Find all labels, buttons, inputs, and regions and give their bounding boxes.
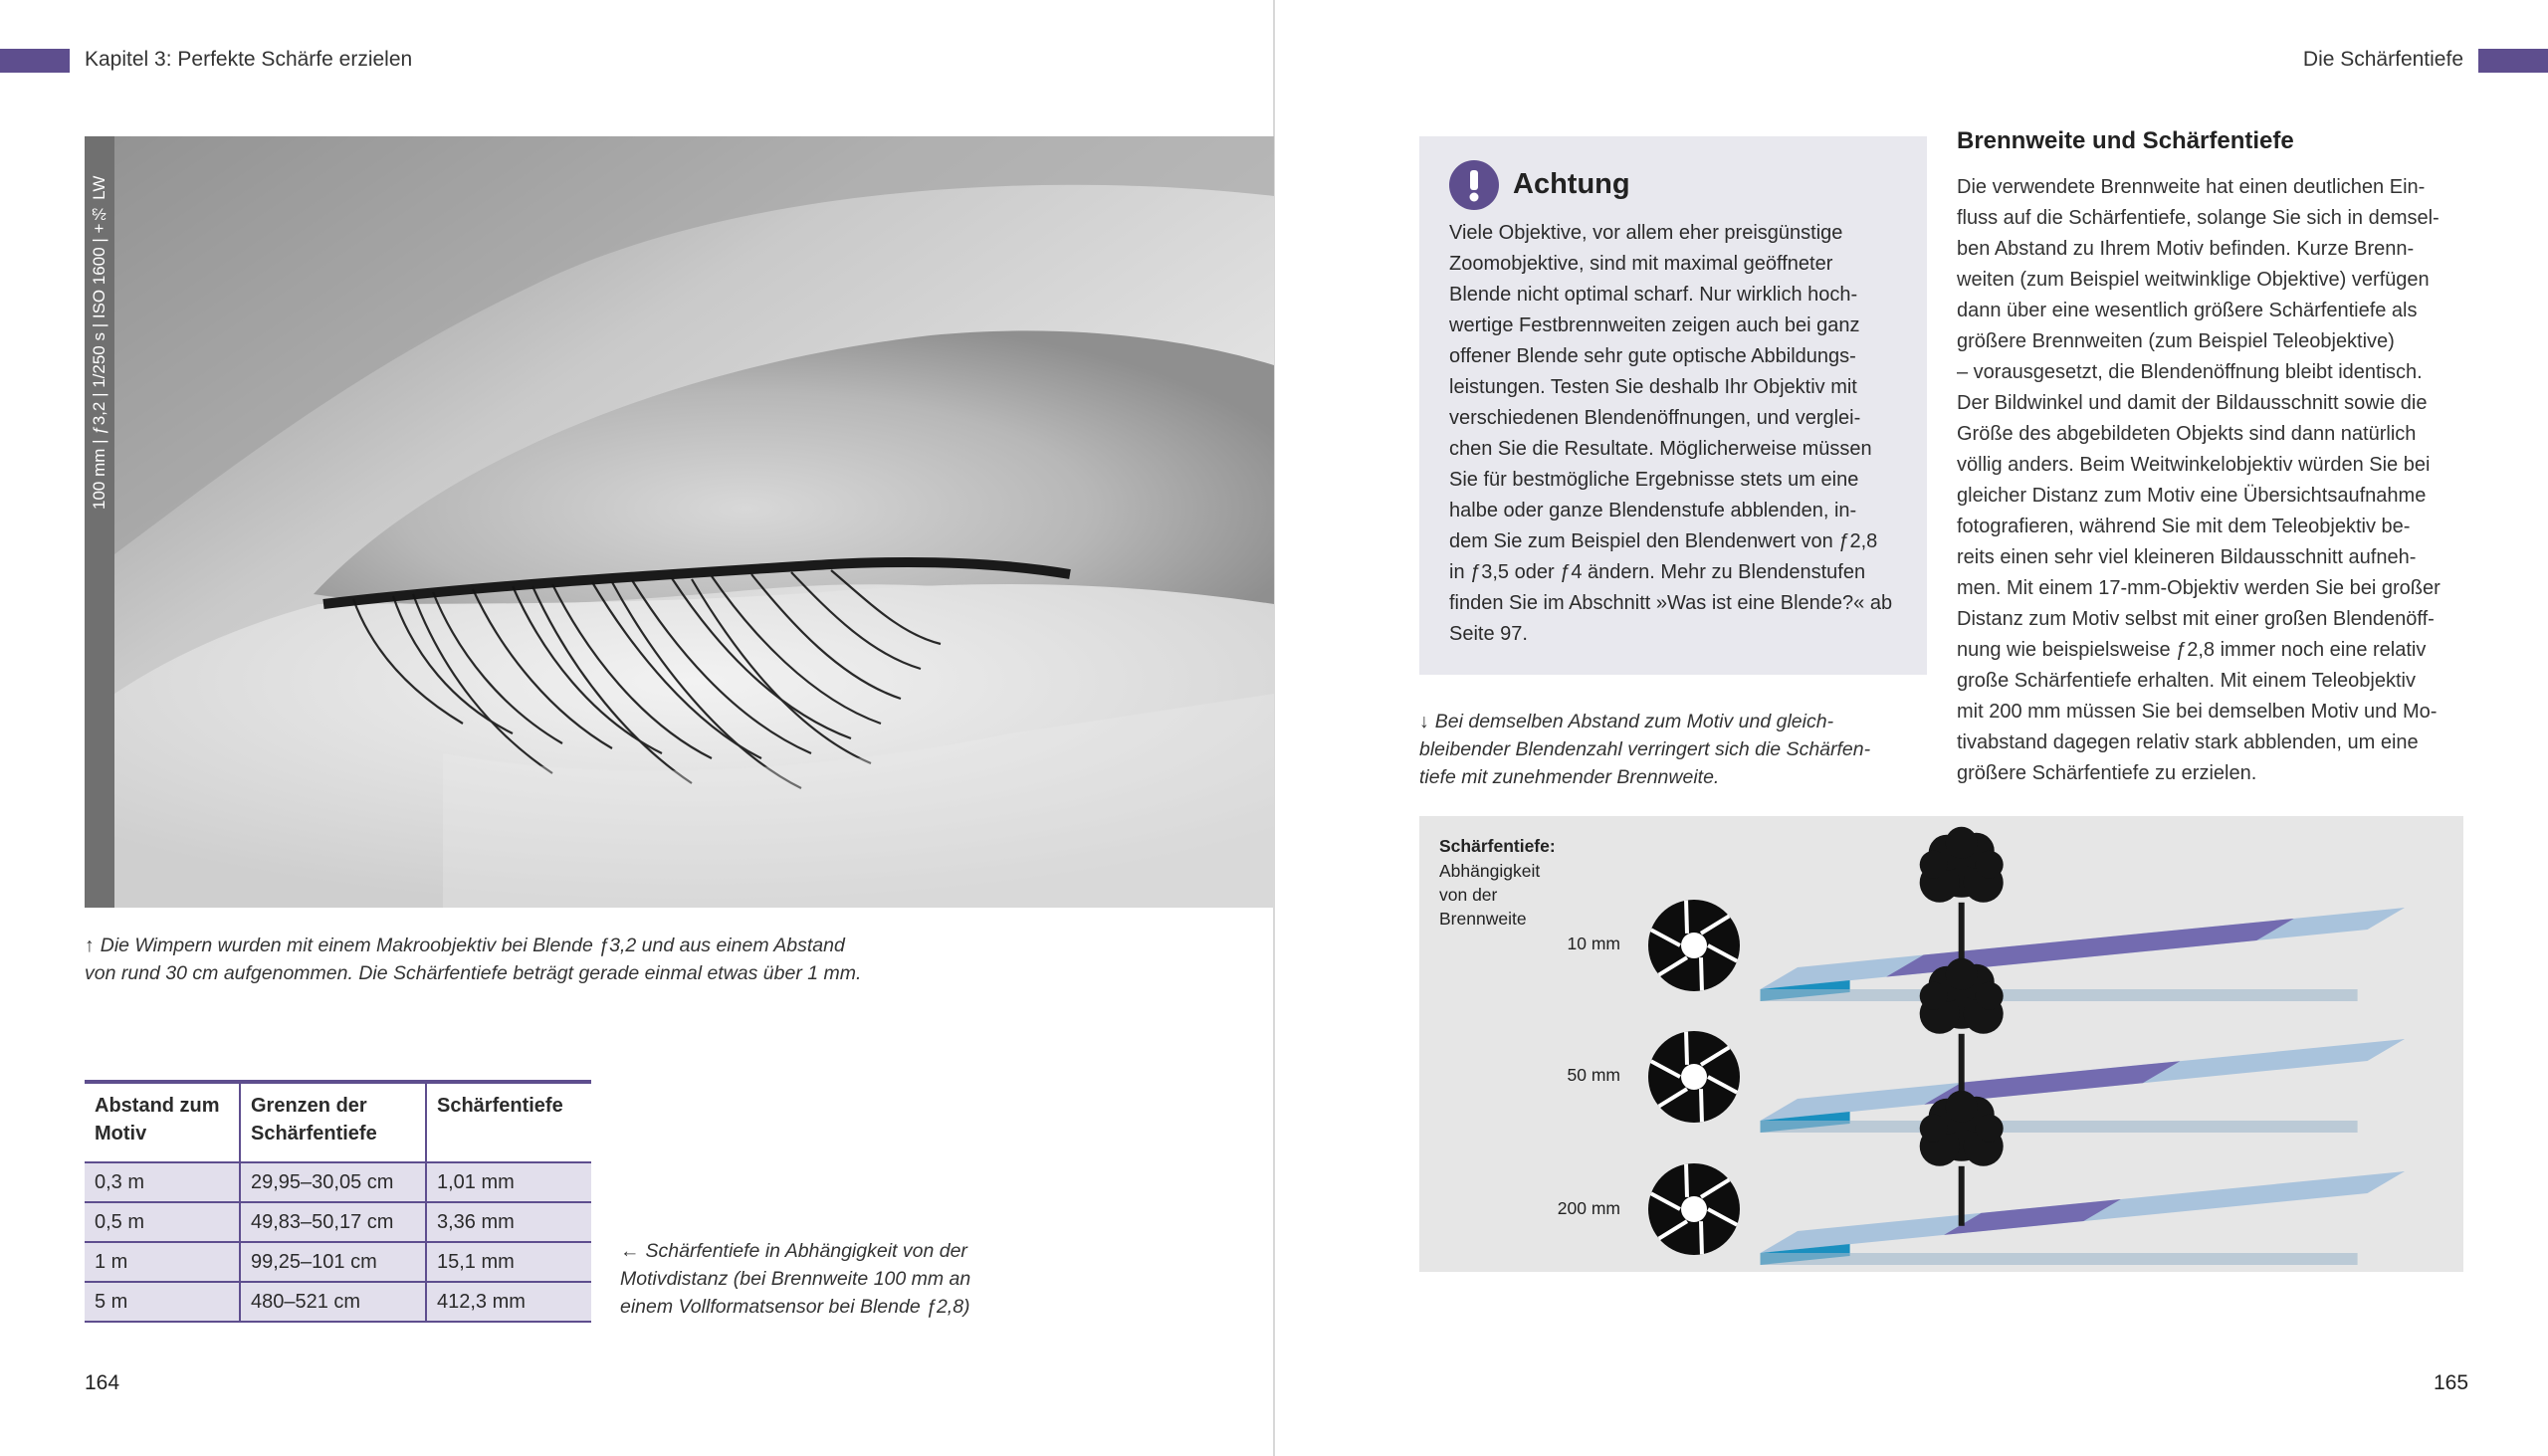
eye-photo (85, 136, 1274, 908)
eye-image (114, 136, 1274, 908)
section-title: Brennweite und Schärfentiefe (1957, 127, 2294, 154)
focal-length-label: 50 mm (1567, 1065, 1620, 1085)
table-header-row (85, 1082, 591, 1162)
table-header-cell: Schärfentiefe (426, 1082, 591, 1162)
diagram-row (1648, 958, 2405, 1133)
dof-table (85, 1080, 591, 1323)
header-bar-right (2478, 49, 2548, 73)
warning-box (1419, 136, 1927, 675)
tree-icon (1920, 958, 2004, 1094)
photo-caption-line: Die Wimpern wurden mit einem Makroobjektiv bei Blende ƒ3,2 und aus einem Abstand (100, 935, 845, 956)
diagram-title: Schärfentiefe: (1439, 836, 1556, 856)
table-row: 1 m 99,25–101 cm 15,1 mm (85, 1242, 591, 1282)
diagram-row (1648, 1091, 2405, 1265)
table-row: 5 m 480–521 cm 412,3 mm (85, 1282, 591, 1322)
exif-strip (85, 136, 114, 908)
dof-diagram (1419, 816, 2463, 1272)
table-header-cell: Grenzen der Schärfentiefe (240, 1082, 426, 1162)
table-header-cell: Abstand zum Motiv (85, 1082, 240, 1162)
aperture-icon (1648, 1031, 1740, 1123)
focal-length-label: 200 mm (1557, 1198, 1620, 1218)
table-caption: ← Schärfentiefe in Abhängigkeit von der Motivdistanz (bei Brennweite 100 mm an einem Vollformatsensor bei Blende ƒ2,8) (620, 1240, 971, 1318)
tree-icon (1920, 1091, 2004, 1226)
up-arrow-icon: ↑ (85, 935, 95, 956)
left-arrow-icon: ← (620, 1240, 640, 1262)
header-bar-left (0, 49, 70, 73)
diagram-caption: ↓ Bei demselben Abstand zum Motiv und gleich- bleibender Blendenzahl verringert sich die Schärfen- tiefe mit zunehmender Brennweite. (1419, 711, 1871, 788)
warning-title: Achtung (1513, 168, 1630, 200)
section-header: Die Schärfentiefe (2302, 48, 2463, 71)
down-arrow-icon: ↓ (1419, 711, 1429, 732)
diagram-graphics (1419, 816, 2463, 1272)
table-row: 0,3 m 29,95–30,05 cm 1,01 mm (85, 1162, 591, 1202)
focal-length-label: 10 mm (1567, 934, 1620, 953)
aperture-icon (1648, 900, 1740, 991)
warning-text: Viele Objektive, vor allem eher preisgünstige Zoomobjektive, sind mit maximal geöffneter Blende nicht optimal scharf. Nur wirklich hoch- wertige Festbrennweiten zeigen auch bei ganz offener Blende sehr gute optische Abbildungs- leistungen. Testen Sie deshalb Ihr Objektiv mit verschiedenen Blendenöffnungen, und verglei- chen Sie die Resultate. Möglicherweise müssen Sie für bestmögliche Ergebnisse stets um eine halbe oder ganze Blendenstufe abblenden, in- dem Sie zum Beispiel den Blendenwert von ƒ2,8 in ƒ3,5 oder ƒ4 ändern. Mehr zu Blendenstufen finden Sie im Abschnitt »Was ist eine Blende?« ab Seite 97. (1449, 222, 1893, 645)
page-number-right: 165 (2434, 1371, 2469, 1394)
exif-text: 100 mm | ƒ3,2 | 1/250 s | ISO 1600 | +⅔ LW (90, 175, 108, 510)
body-text: Die verwendete Brennweite hat einen deutlichen Ein- fluss auf die Schärfentiefe, solange Sie sich in demsel- ben Abstand zu Ihrem Motiv befinden. Kurze Brenn- weiten (zum Beispiel weitwinklige Objektive) verfügen dann über eine wesentlich größere Schärfentiefe als größere Brennweiten (zum Beispiel Teleobjektive) – vorausgesetzt, die Blendenöffnung bleibt identisch. Der Bildwinkel und damit der Bildausschnitt sowie die Größe des abgebildeten Objekts sind dann natürlich völlig anders. Beim Weitwinkelobjektiv würden Sie bei gleicher Distanz zum Motiv eine Übersichtsaufnahme fotografieren, während Sie mit dem Teleobjektiv be- reits einen sehr viel kleineren Bildausschnitt aufneh- men. Mit einem 17-mm-Objektiv werden Sie bei großer Distanz zum Motiv selbst mit einer großen Blendenöff- nung wie beispielsweise ƒ2,8 immer noch eine relativ große Schärfentiefe erhalten. Mit einem Teleobjektiv mit 200 mm müssen Sie bei demselben Motiv und Mo- tivabstand dagegen relativ stark abblenden, um eine größere Schärfentiefe zu erzielen. (1957, 176, 2441, 784)
diagram-row (1648, 827, 2405, 1001)
photo-caption-line: von rund 30 cm aufgenommen. Die Schärfentiefe beträgt gerade einmal etwas über 1 mm. (85, 962, 862, 984)
aperture-icon (1648, 1163, 1740, 1255)
photo-caption (85, 932, 941, 987)
table-row: 0,5 m 49,83–50,17 cm 3,36 mm (85, 1202, 591, 1242)
page-number-left: 164 (85, 1371, 120, 1394)
tree-icon (1920, 827, 2004, 962)
chapter-header: Kapitel 3: Perfekte Schärfe erzielen (85, 48, 413, 71)
exclamation-icon (1449, 160, 1499, 210)
diagram-subtitle: Abhängigkeit von der Brennweite (1439, 861, 1541, 929)
